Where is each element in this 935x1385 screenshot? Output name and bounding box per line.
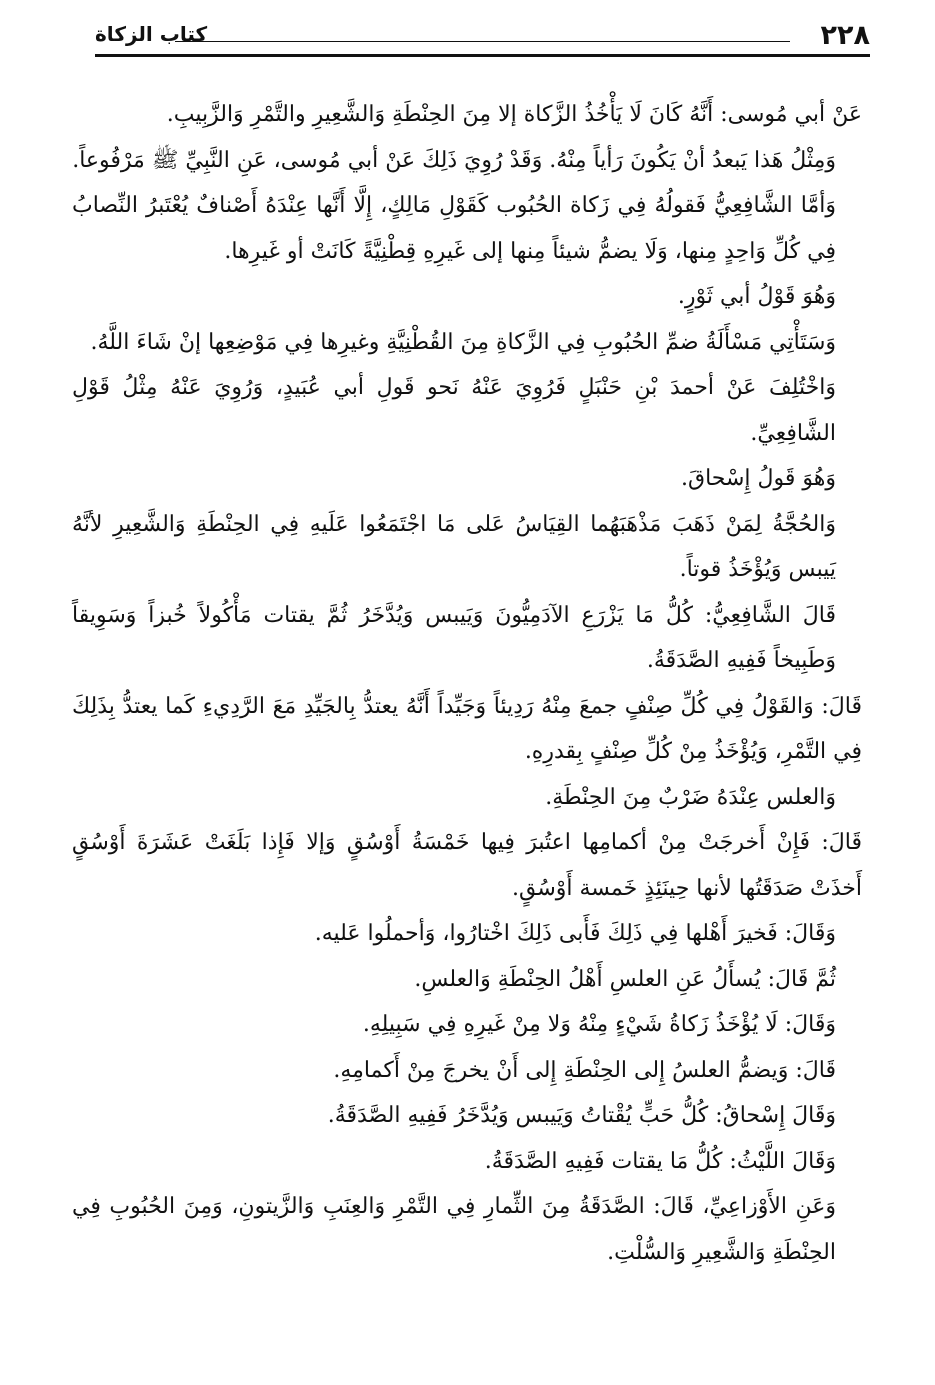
paragraph: وَهُوَ قَوْلُ أبي ثَوْرٍ. xyxy=(677,284,836,309)
paragraph: وَقَالَ: لَا يُؤْخَذُ زَكاةُ شَيْءٍ مِنْهُ وَلا مِنْ غَيرِهِ فِي سَبِيلِهِ. xyxy=(362,1012,836,1037)
paragraph: وَقَالَ اللَّيْثُ: كُلُّ مَا يقتات فَفِيهِ الصَّدَقَةُ. xyxy=(484,1148,836,1174)
paragraph: قَالَ: وَالقَوْلُ فِي كُلِّ صِنْفٍ جمعَ مِنْهُ رَدِيئاً وَجَيِّداً أَنَّهُ يعتدُّ بِالجَيِّدِ مَعَ الرَّدِيءِ كَما يعتدُّ بِذَلِكَ فِي التَّمْرِ، وَيُؤْخَذُ مِنْ كُلِّ صِنْفٍ بِقدرِهِ. xyxy=(72,693,862,764)
paragraph: وَقَالَ إِسْحاقُ: كُلُّ حَبٍّ يُقْتاتُ وَيَيبس وَيُدَّخَرُ فَفِيهِ الصَّدَقَةُ. xyxy=(327,1103,836,1128)
paragraph: وَمِثْلُ هَذا يَبعدُ أنْ يَكُونَ رَأياً مِنْهُ. وَقَدْ رُوِيَ ذَلِكَ عَنْ أبي مُوسى، عَنِ النَّبِيِّ ﷺ مَرْفُوعاً. xyxy=(72,147,836,173)
paragraph: وَالحُجَّةُ لِمَنْ ذَهَبَ مَذْهَبَهُما القِيَاسُ عَلى مَا اجْتَمَعُوا عَلَيهِ فِي الحِنْطَةِ وَالشَّعِيرِ لأنَّهُ يَيبس وَيُؤْخَذُ قوتاً. xyxy=(72,511,836,582)
page-header xyxy=(95,20,870,54)
paragraph: وَعَنِ الأَوْزاعِيِّ، قَالَ: الصَّدَقَةُ مِنَ الثِّمارِ فِي التَّمْرِ وَالعِنَبِ وَالزَّيتونِ، وَمِنَ الحُبُوبِ فِي الحِنْطَةِ وَالشَّعِيرِ وَالسُّلْتِ. xyxy=(72,1194,836,1265)
paragraph: عَنْ أبي مُوسى: أَنَّهُ كَانَ لَا يَأْخُذُ الزَّكاة إلا مِنَ الحِنْطَةِ وَالشَّعِيرِ والتَّمْرِ وَالزَّبِيبِ. xyxy=(166,102,862,127)
paragraph: وَالعلس عِنْدَهُ ضَرْبٌ مِنَ الحِنْطَةِ. xyxy=(545,784,836,810)
paragraph: ثُمَّ قَالَ: يُسأَلُ عَنِ العلسِ أَهْلُ الحِنْطَةِ وَالعلسِ. xyxy=(414,966,836,992)
page-number: ٢٢٨ xyxy=(820,20,870,51)
book-title: كتاب الزكاة xyxy=(95,22,208,46)
paragraph: وَاخْتُلِفَ عَنْ أحمدَ بْنِ حَنْبَلٍ فَرُوِيَ عَنْهُ نَحو قَولِ أبي عُبَيدٍ، وَرُوِيَ عَنْهُ مِثْلُ قَوْلِ الشَّافِعِيِّ. xyxy=(72,375,836,446)
paragraph: وَقَالَ: فَخيرَ أَهْلها فِي ذَلِكَ فَأَبى ذَلِكَ اخْتارُوا، وَأحملُوا عَليه. xyxy=(314,921,836,946)
paragraph: قَالَ: فَإِنْ أَخرجَتْ مِنْ أكمامِها اعتُبرَ فِيها خَمْسَةُ أَوْسُقٍ وَإلا فَإِذا بَلَغَتْ عَشَرَةَ أَوْسُقٍ أَخذَتْ صَدَقَتُها لأنها حِينَئِذٍ خَمسة أَوْسُقٍ. xyxy=(72,830,862,901)
paragraph: وَأمَّا الشَّافِعِيُّ فَقولُهُ فِي زَكاة الحُبُوب كَقَوْلِ مَالِكٍ، إِلَّا أَنَّها عِنْدَهُ أَصْنافٌ يُعْتَبرُ النِّصابُ فِي كُلِّ وَاحِدٍ مِنها، وَلَا يضمُّ شيئاً مِنها إلى غَيرِهِ قِطْنِيَّةً كَانَتْ أو غَيرِها. xyxy=(72,193,836,264)
paragraph: وَهُوَ قَولُ إِسْحاقَ. xyxy=(681,466,836,491)
body-text xyxy=(72,92,862,1275)
header-divider-thin xyxy=(175,41,790,42)
paragraph: وَسَتَأْتِي مَسْأَلَةُ ضمِّ الحُبُوبِ فِي الزَّكاةِ مِنَ القُطْنِيَّةِ وغيرِها فِي مَوْضِعِها إنْ شَاءَ اللَّهُ. xyxy=(90,329,836,355)
header-divider xyxy=(95,54,870,57)
paragraph: قَالَ: وَيضمُّ العلسُ إِلى الحِنْطَةِ إِلى أَنْ يخرجَ مِنْ أَكمامِهِ. xyxy=(333,1057,836,1083)
paragraph: قَالَ الشَّافِعِيُّ: كُلُّ مَا يَزْرَعِ الآدَمِيُّونَ وَيَيبس وَيُدَّخَرُ ثُمَّ يقتات مَأْكُولاً خُبزاً وَسَوِيقاً وَطَبِيخاً فَفِيهِ الصَّدَقَةُ. xyxy=(72,602,836,673)
